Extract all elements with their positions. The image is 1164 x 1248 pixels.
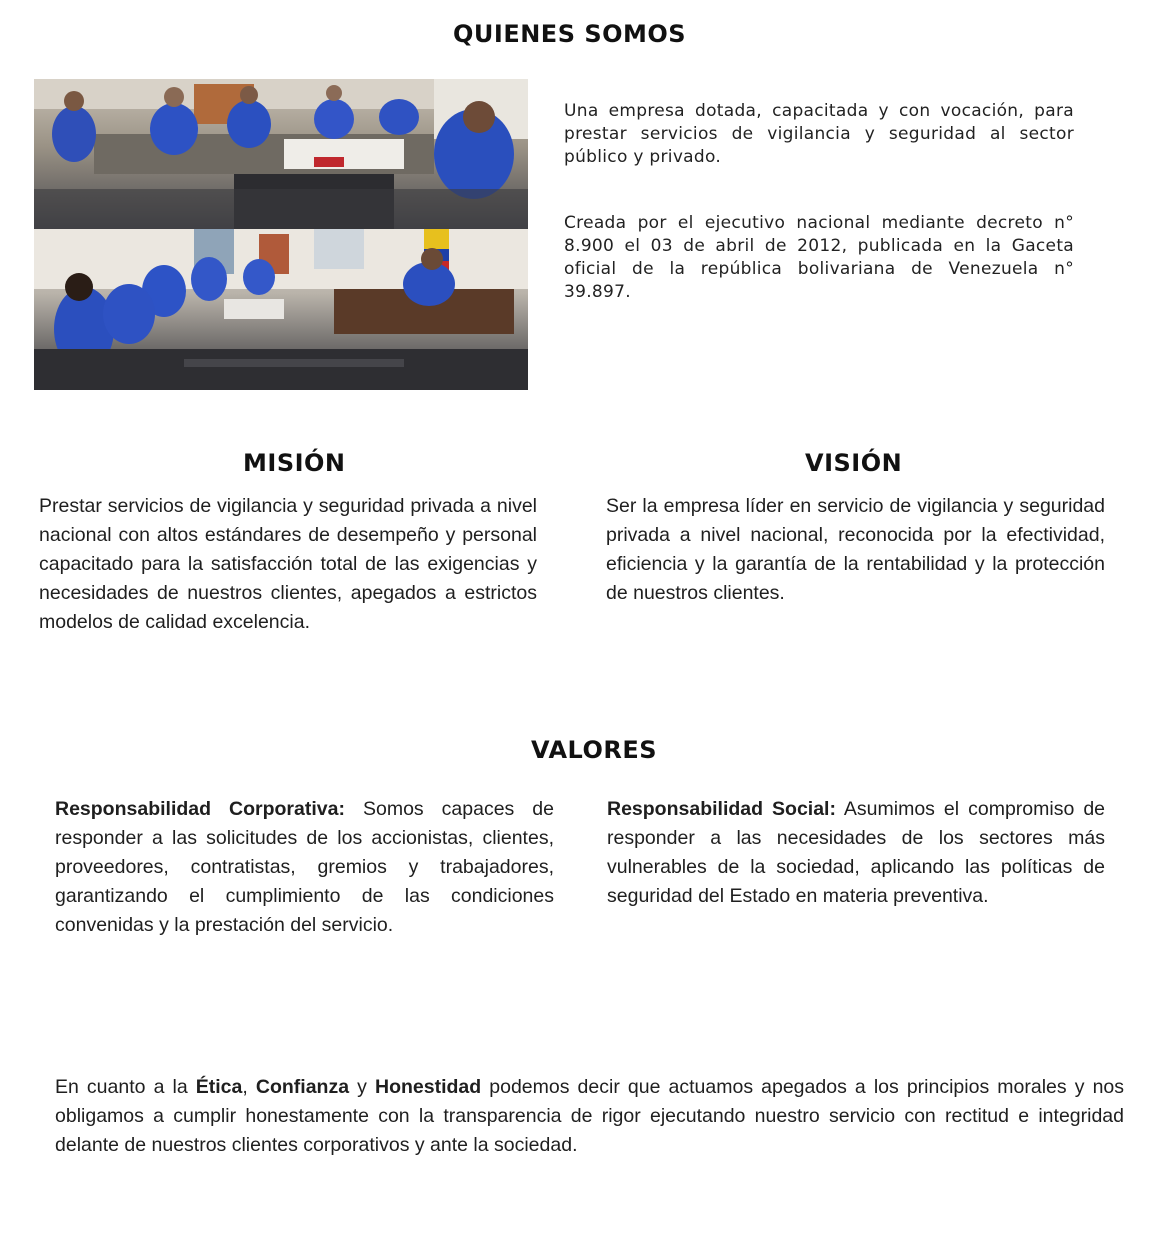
- vision-heading: VISIÓN: [805, 449, 903, 477]
- valor-social: [607, 795, 1105, 911]
- closing-text: y: [349, 1076, 375, 1098]
- confianza-term: Confianza: [255, 1076, 350, 1098]
- valor-corporativa-label: Responsabilidad Corporativa:: [55, 798, 345, 820]
- mision-text: Prestar servicios de vigilancia y seguridad privada a nivel nacional con altos estándares de desempeño y personal capacitado para la satisfacción total de las exigencias y necesidades de nuestros clientes, apegados a estrictos modelos de calidad excelencia.: [39, 495, 537, 633]
- etica-term: Ética: [195, 1076, 243, 1098]
- closing-text: podemos decir que actuamos apegados a los principios morales y nos obligamos a cumplir honestamente con la transparencia de rigor ejecutando nuestro servicio con rectitud e integridad delante de nuestros clientes corporativos y ante la sociedad.: [55, 1076, 1125, 1156]
- vision-text: Ser la empresa líder en servicio de vigilancia y seguridad privada a nivel nacional, reconocida por la efectividad, eficiencia y la garantía de la rentabilidad y la protección de nuestros clientes.: [606, 495, 1105, 604]
- honestidad-term: Honestidad: [374, 1076, 482, 1098]
- valor-corporativa-text: Somos capaces de responder a las solicitudes de los accionistas, clientes, proveedores, contratistas, gremios y trabajadores, garantizando el cumplimiento de las condiciones convenidas y la prestación del servicio.: [55, 798, 554, 936]
- meeting-photo-bottom: [34, 229, 528, 390]
- intro-paragraph-1: Una empresa dotada, capacitada y con vocación, para prestar servicios de vigilancia y seguridad al sector público y privado.: [564, 101, 1074, 167]
- meeting-photo-top: [34, 79, 528, 229]
- mision-heading: MISIÓN: [243, 449, 346, 477]
- valor-social-text: Asumimos el compromiso de responder a las necesidades de los sectores más vulnerables de la sociedad, aplicando las políticas de seguridad del Estado en materia preventiva.: [607, 798, 1106, 907]
- intro-paragraph-2: Creada por el ejecutivo nacional mediante decreto n° 8.900 el 03 de abril de 2012, publicada en la Gaceta oficial de la república bolivariana de Venezuela n° 39.897.: [564, 213, 1074, 302]
- valor-social-label: Responsabilidad Social:: [607, 798, 836, 820]
- closing-paragraph: [55, 1073, 1124, 1160]
- closing-text: En cuanto a la: [55, 1076, 196, 1098]
- closing-text: ,: [242, 1076, 256, 1098]
- valores-heading: VALORES: [531, 736, 658, 764]
- valor-corporativa: [55, 795, 554, 940]
- quienes-somos-heading: QUIENES SOMOS: [453, 20, 687, 48]
